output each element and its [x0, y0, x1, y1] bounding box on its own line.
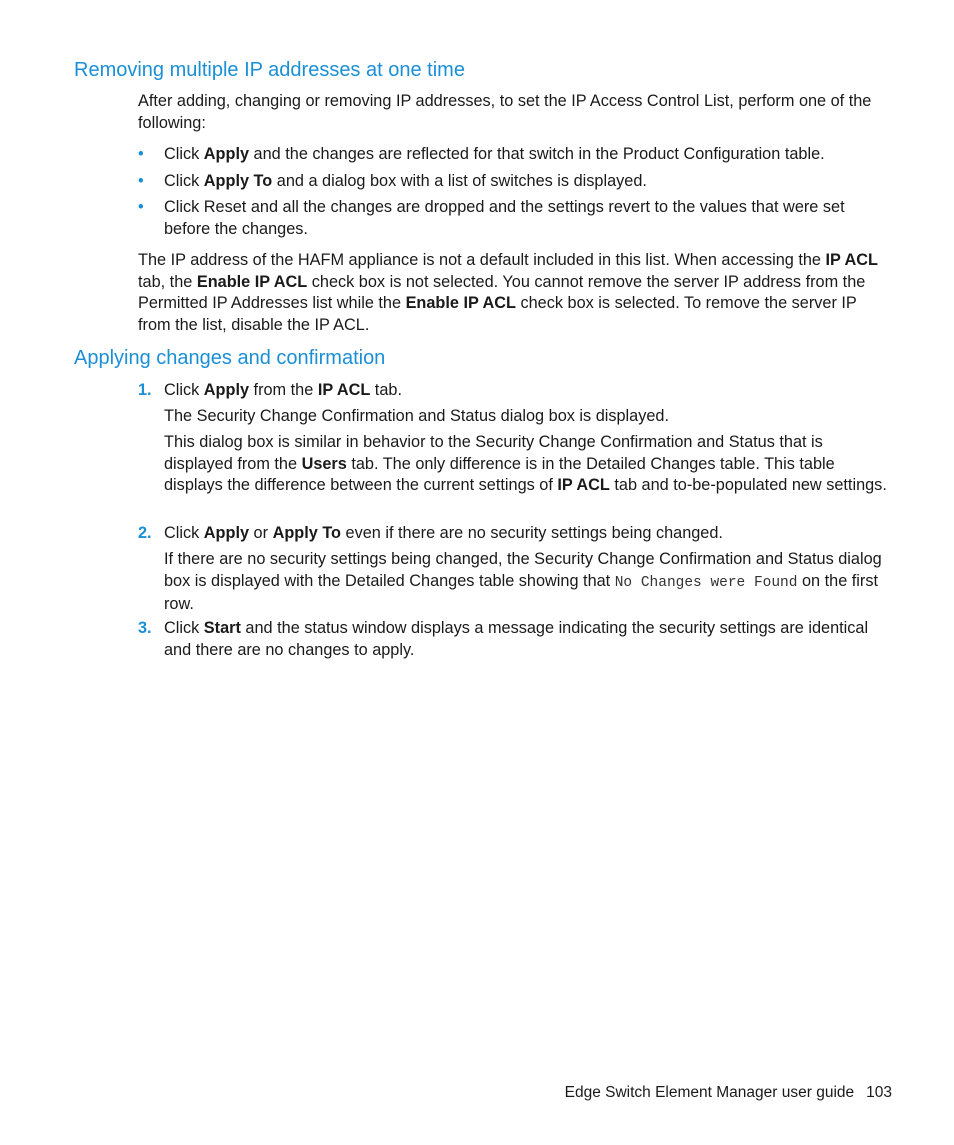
bullet-item-apply: Click Apply and the changes are reflected for that switch in the Product Configuration table. — [164, 145, 825, 163]
footer-title: Edge Switch Element Manager user guide — [564, 1084, 855, 1101]
page-number: 103 — [866, 1084, 892, 1101]
bullet-marker: • — [138, 145, 144, 163]
section-heading-removing-ips: Removing multiple IP addresses at one time — [74, 59, 465, 81]
step-number: 2. — [138, 524, 152, 542]
step-1: Click Apply from the IP ACL tab. — [164, 381, 402, 399]
step-3: Click Start and the status window displays a message indicating the security settings are identical and there are no changes to apply. — [164, 619, 869, 659]
step-number: 3. — [138, 619, 152, 637]
step-number: 1. — [138, 381, 152, 399]
step-1-result: The Security Change Confirmation and Status dialog box is displayed. — [164, 407, 670, 425]
hafm-paragraph: The IP address of the HAFM appliance is not a default included in this list. When accessing the IP ACL tab, the Enable IP ACL check box is not selected. You cannot remove the server IP address from the Permitted IP Addresses list while the Enable IP ACL check box is selected. To remove the server IP from the list, disable the IP ACL. — [138, 251, 878, 334]
intro-paragraph: After adding, changing or removing IP addresses, to set the IP Access Control List, perform one of the following: — [138, 92, 872, 132]
bullet-item-apply-to: Click Apply To and a dialog box with a list of switches is displayed. — [164, 172, 647, 190]
bullet-item-reset: Click Reset and all the changes are dropped and the settings revert to the values that were set before the changes. — [164, 198, 845, 238]
bullet-marker: • — [138, 172, 144, 190]
step-1-detail: This dialog box is similar in behavior to the Security Change Confirmation and Status that is displayed from the Users tab. The only difference is in the Detailed Changes table. This table displays the difference between the current settings of IP ACL tab and to-be-populated new settings. — [164, 433, 887, 494]
step-2-detail: If there are no security settings being changed, the Security Change Confirmation and Status dialog box is displayed with the Detailed Changes table showing that No Changes were Found on the first row. — [164, 550, 882, 613]
code-text: No Changes were Found — [614, 574, 798, 591]
page-footer — [565, 1083, 892, 1103]
section-heading-applying-changes: Applying changes and confirmation — [74, 347, 386, 369]
bullet-marker: • — [138, 198, 144, 216]
step-2: Click Apply or Apply To even if there are no security settings being changed. — [164, 524, 723, 542]
